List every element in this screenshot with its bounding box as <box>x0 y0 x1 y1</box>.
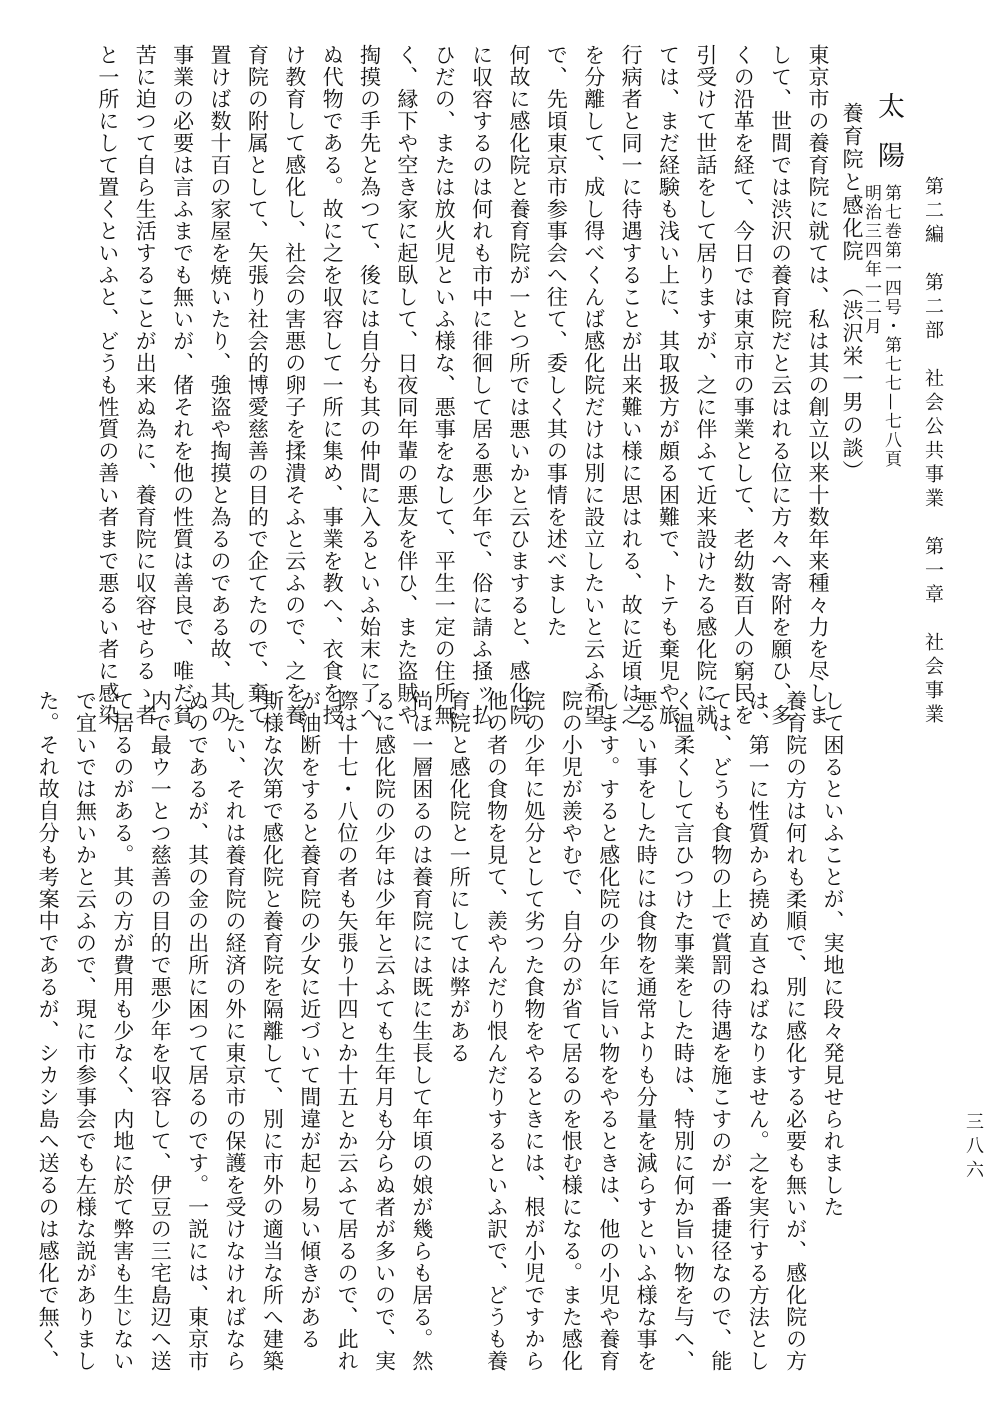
text-line: ひだの、または放火児といふ様な、悪事をなして、平生一定の住所無 <box>432 44 457 726</box>
text-line: 他の者の食物を見て、羨やんだり恨んだりするといふ訳で、どうも養 <box>484 690 509 1372</box>
text-line: が油断をすると養育院の少女に近づいて間違が起り易い傾きがある <box>297 690 322 1350</box>
text-line: したい、それは養育院の経済の外に東京市の保護を受けなければなら <box>223 690 247 1372</box>
text-line: ぬのであるが、其の金の出所に困つて居るのです。一説には、東京市 <box>185 690 210 1372</box>
text-line: 引受けて世話をして居りますが、之に伴ふて近来設けたる感化院に就 <box>693 44 718 726</box>
text-line: 何故に感化院と養育院が一とつ所では悪いかと云ひますると、感化院 <box>507 44 531 726</box>
text-line: を分離して、成し得べくんば感化院だけは別に設立したいと云ふ希望 <box>581 44 606 726</box>
text-line: く、縁下や空き家に起臥して、日夜同年輩の悪友を伴ひ、また盗賊や <box>394 44 419 726</box>
text-line: して困るといふことが、実地に段々発見せられました <box>821 690 845 1218</box>
text-line: 内で最ウ一とつ慈善の目的で悪少年を収容して、伊豆の三宅島辺へ送 <box>148 690 173 1372</box>
text-line: て居るのがある。其の方が費用も少なく、内地に於て弊害も生じない <box>110 690 135 1372</box>
text-line: 際は十七・八位の者も矢張り十四とか十五とか云ふて居るので、此れ <box>335 690 360 1372</box>
text-line: ては、どうも食物の上で賞罰の待遇を施こすのが一番捷径なので、能 <box>708 690 733 1372</box>
text-line: 育院の附属として、矢張り社会的博愛慈善の目的で企てたので、棄て <box>245 44 270 726</box>
text-line: と一所にして置くといふと、どうも性質の善い者まで悪るい者に感染 <box>95 44 120 726</box>
text-line: く温柔くして言ひつけた事業をした時は、特別に何か旨い物を与へ、 <box>671 690 696 1372</box>
text-line: 斯様な次第で感化院と養育院を隔離して、別に市外の適当な所へ建築 <box>260 690 285 1372</box>
text-line: で宜いでは無いかと云ふので、現に市参事会でも左様な説がありまし <box>73 690 98 1372</box>
text-line: た。それ故自分も考案中であるが、シカシ島へ送るのは感化で無く、 <box>36 690 61 1372</box>
text-line: 悪るい事をした時には食物を通常よりも分量を減らすといふ様な事を <box>634 690 659 1372</box>
text-line: 院の少年に処分として劣つた食物をやるときには、根が小児ですから <box>522 690 546 1372</box>
text-line: るに感化院の少年は少年と云ふても生年月も分らぬ者が多いので、実 <box>372 690 397 1372</box>
source-issue: 第七巻第一四号・第七七—七八頁 <box>881 184 901 469</box>
text-line: して、世間では渋沢の養育院だと云はれる位に方々へ寄附を願ひ、多 <box>768 44 793 726</box>
text-line: 事業の必要は言ふまでも無いが、偖それを他の性質は善良で、唯だ貧 <box>170 44 195 726</box>
page-number: 三八六 <box>963 1112 984 1184</box>
body-text-lower <box>36 690 851 1380</box>
text-line: ぬ代物である。故に之を収容して一所に集め、事業を教へ、衣食を授 <box>320 44 345 726</box>
text-line: 苦に迫つて自ら生活することが出来ぬ為に、養育院に収容せらるゝ者 <box>133 44 158 726</box>
body-text-upper <box>64 44 836 726</box>
text-line: 院の小児が羨やむで、自分のが省て居るのを恨む様になる。また感化 <box>559 690 584 1372</box>
text-line: け教育して感化し、社会の害悪の卵子を揉潰そふと云ふので、之を養 <box>282 44 307 726</box>
running-header: 第二編 第二部 社会公共事業 第一章 社会事業 <box>922 176 944 728</box>
text-line: 育院と感化院と一所にしては弊がある <box>447 690 472 1064</box>
text-line: くの沿革を経て、今日では東京市の事業として、老幼数百人の窮民を <box>731 44 756 726</box>
article-speaker: （渋沢栄一男の談） <box>840 276 864 483</box>
text-line: 行病者と同一に待遇することが出来難い様に思はれる、故に近頃は之 <box>619 44 644 726</box>
text-line: 置けば数十百の家屋を焼いたり、強盗や掏摸と為るのである故、其の <box>208 44 232 726</box>
text-line: で、先頃東京市参事会へ往て、委しく其の事情を述べました <box>544 44 569 638</box>
text-line: します。すると感化院の少年に旨い物をやるときは、他の小児や養育 <box>596 690 621 1372</box>
text-line: 養育院の方は何れも柔順で、別に感化する必要も無いが、感化院の方 <box>783 690 808 1372</box>
text-line: 東京市の養育院に就ては、私は其の創立以来十数年来種々力を尽しま <box>806 44 830 726</box>
text-line: に収容するのは何れも市中に徘徊して居る悪少年で、俗に請ふ掻ッ払 <box>469 44 494 726</box>
text-line: 尚ほ一層困るのは養育院には既に生長して年頃の娘が幾らも居る。然 <box>409 690 434 1372</box>
article-title: 養育院と感化院 <box>840 102 864 263</box>
text-line: 掏摸の手先と為つて、後には自分も其の仲間に入るといふ始末に了へ <box>357 44 382 726</box>
text-line: ては、まだ経験も浅い上に、其取扱方が頗る困難で、トテも棄児や旅 <box>656 44 681 726</box>
source-journal-name: 太陽 <box>873 92 904 190</box>
source-date: 明治三四年一二月 <box>861 184 881 336</box>
text-line: は、第一に性質から撓め直さねばなりません。之を実行する方法とし <box>746 690 771 1372</box>
